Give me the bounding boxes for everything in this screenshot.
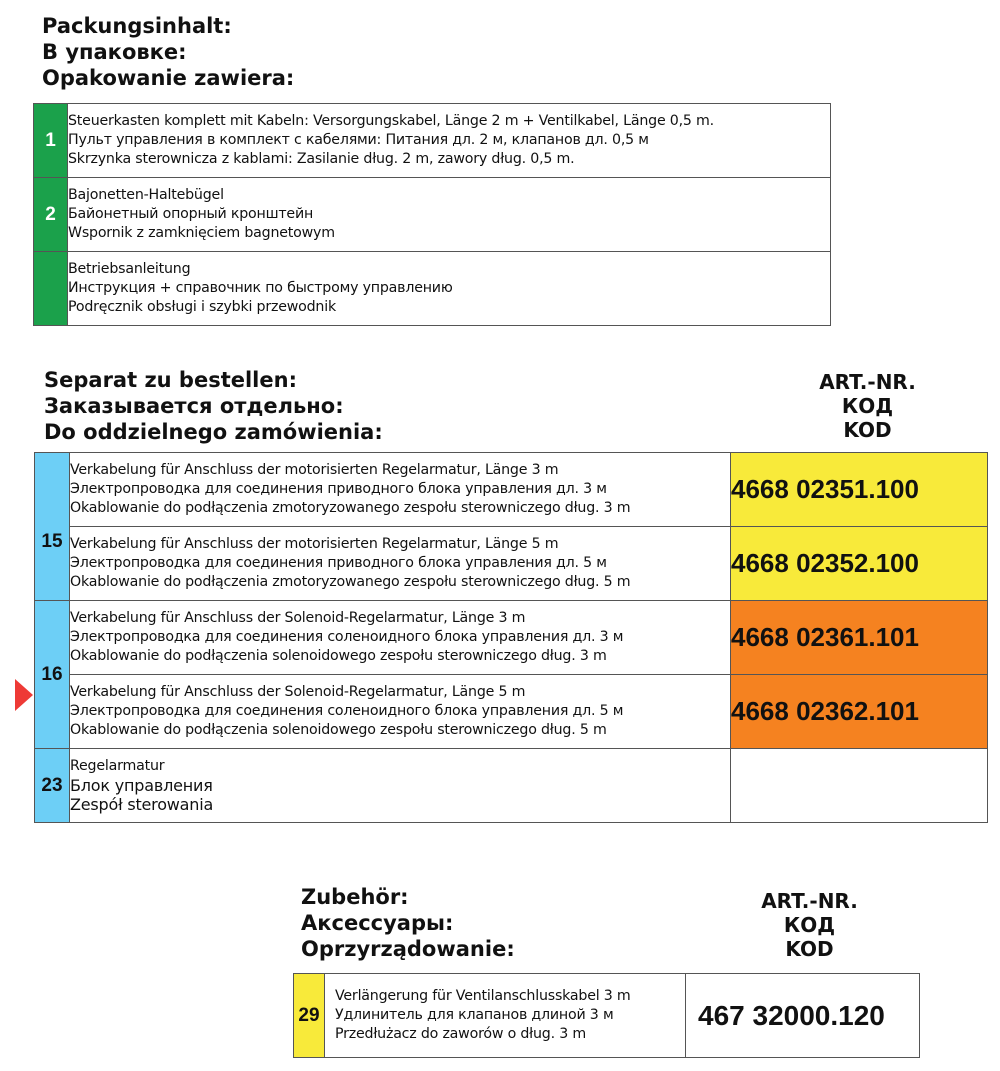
order-separately-heading bbox=[44, 367, 383, 445]
artnr-pl: KOD bbox=[785, 937, 834, 961]
desc-ru: Блок управления bbox=[70, 776, 213, 795]
item-description bbox=[68, 252, 831, 326]
package-contents-heading bbox=[42, 13, 294, 91]
item-number: 15 bbox=[35, 453, 70, 601]
artnr-pl: KOD bbox=[843, 418, 892, 442]
desc-de: Verkabelung für Anschluss der motorisierten Regelarmatur, Länge 5 m bbox=[70, 536, 559, 552]
item-description bbox=[68, 104, 831, 178]
heading-pl: Oprzyrządowanie: bbox=[301, 937, 515, 961]
desc-ru: Байонетный опорный кронштейн bbox=[68, 206, 314, 222]
heading-de: Separat zu bestellen: bbox=[44, 368, 297, 392]
table-row bbox=[35, 749, 988, 823]
heading-de: Packungsinhalt: bbox=[42, 14, 232, 38]
desc-ru: Пульт управления в комплект с кабелями: Питания дл. 2 м, клапанов дл. 0,5 м bbox=[68, 132, 649, 148]
desc-pl: Przedłużacz do zaworów o dług. 3 m bbox=[335, 1026, 586, 1042]
item-number: 16 bbox=[35, 601, 70, 749]
desc-pl: Zespół sterowania bbox=[70, 795, 214, 814]
artnr-ru: КОД bbox=[841, 394, 894, 418]
heading-de: Zubehör: bbox=[301, 885, 409, 909]
desc-de: Regelarmatur bbox=[70, 758, 165, 774]
accessories-heading bbox=[301, 884, 515, 962]
desc-ru: Электропроводка для соединения приводного блока управления дл. 5 м bbox=[70, 555, 607, 571]
desc-de: Bajonetten-Haltebügel bbox=[68, 187, 224, 203]
heading-ru: Аксессуары: bbox=[301, 911, 454, 935]
article-code: 4668 02361.101 bbox=[731, 601, 988, 675]
item-number: 29 bbox=[294, 974, 325, 1058]
table-row bbox=[34, 104, 831, 178]
article-number-header bbox=[800, 370, 935, 442]
article-code: 4668 02352.100 bbox=[731, 527, 988, 601]
table-row bbox=[34, 178, 831, 252]
heading-ru: В упаковке: bbox=[42, 40, 187, 64]
table-row bbox=[35, 527, 988, 601]
artnr-de: ART.-NR. bbox=[819, 370, 916, 394]
desc-ru: Электропроводка для соединения приводного блока управления дл. 3 м bbox=[70, 481, 607, 497]
item-description bbox=[70, 527, 731, 601]
desc-de: Steuerkasten komplett mit Kabeln: Versorgungskabel, Länge 2 m + Ventilkabel, Länge 0,5 m. bbox=[68, 113, 714, 129]
article-number-header bbox=[742, 889, 877, 961]
item-description bbox=[325, 974, 686, 1058]
desc-pl: Wspornik z zamknięciem bagnetowym bbox=[68, 225, 335, 241]
item-description bbox=[70, 453, 731, 527]
desc-ru: Инструкция + справочник по быстрому управлению bbox=[68, 280, 453, 296]
accessories-table bbox=[293, 973, 920, 1058]
article-code bbox=[731, 749, 988, 823]
table-row bbox=[35, 601, 988, 675]
package-contents-table bbox=[33, 103, 831, 326]
desc-ru: Удлинитель для клапанов длиной 3 м bbox=[335, 1007, 614, 1023]
desc-de: Verkabelung für Anschluss der motorisierten Regelarmatur, Länge 3 m bbox=[70, 462, 559, 478]
desc-de: Verkabelung für Anschluss der Solenoid-Regelarmatur, Länge 5 m bbox=[70, 684, 526, 700]
article-code: 467 32000.120 bbox=[686, 974, 920, 1058]
desc-pl: Okablowanie do podłączenia solenoidowego zespołu sterowniczego dług. 5 m bbox=[70, 722, 607, 738]
red-triangle-marker-icon bbox=[15, 679, 33, 711]
item-number bbox=[34, 252, 68, 326]
order-separately-table bbox=[34, 452, 988, 823]
item-description bbox=[70, 601, 731, 675]
desc-pl: Okablowanie do podłączenia zmotoryzowanego zespołu sterowniczego dług. 5 m bbox=[70, 574, 631, 590]
item-description bbox=[70, 675, 731, 749]
item-description bbox=[68, 178, 831, 252]
desc-pl: Podręcznik obsługi i szybki przewodnik bbox=[68, 299, 336, 315]
item-number: 23 bbox=[35, 749, 70, 823]
table-row bbox=[35, 453, 988, 527]
heading-ru: Заказывается отдельно: bbox=[44, 394, 344, 418]
desc-pl: Okablowanie do podłączenia zmotoryzowanego zespołu sterowniczego dług. 3 m bbox=[70, 500, 631, 516]
table-row bbox=[35, 675, 988, 749]
item-number: 1 bbox=[34, 104, 68, 178]
desc-de: Verkabelung für Anschluss der Solenoid-Regelarmatur, Länge 3 m bbox=[70, 610, 526, 626]
desc-pl: Skrzynka sterownicza z kablami: Zasilanie dług. 2 m, zawory dług. 0,5 m. bbox=[68, 151, 575, 167]
article-code: 4668 02351.100 bbox=[731, 453, 988, 527]
desc-ru: Электропроводка для соединения соленоидного блока управления дл. 5 м bbox=[70, 703, 624, 719]
artnr-de: ART.-NR. bbox=[761, 889, 858, 913]
desc-ru: Электропроводка для соединения соленоидного блока управления дл. 3 м bbox=[70, 629, 624, 645]
heading-pl: Opakowanie zawiera: bbox=[42, 66, 295, 90]
desc-de: Verlängerung für Ventilanschlusskabel 3 m bbox=[335, 988, 631, 1004]
desc-pl: Okablowanie do podłączenia solenoidowego zespołu sterowniczego dług. 3 m bbox=[70, 648, 607, 664]
heading-pl: Do oddzielnego zamówienia: bbox=[44, 420, 383, 444]
artnr-ru: КОД bbox=[783, 913, 836, 937]
article-code: 4668 02362.101 bbox=[731, 675, 988, 749]
desc-de: Betriebsanleitung bbox=[68, 261, 191, 277]
table-row bbox=[294, 974, 920, 1058]
item-description bbox=[70, 749, 731, 823]
table-row bbox=[34, 252, 831, 326]
item-number: 2 bbox=[34, 178, 68, 252]
